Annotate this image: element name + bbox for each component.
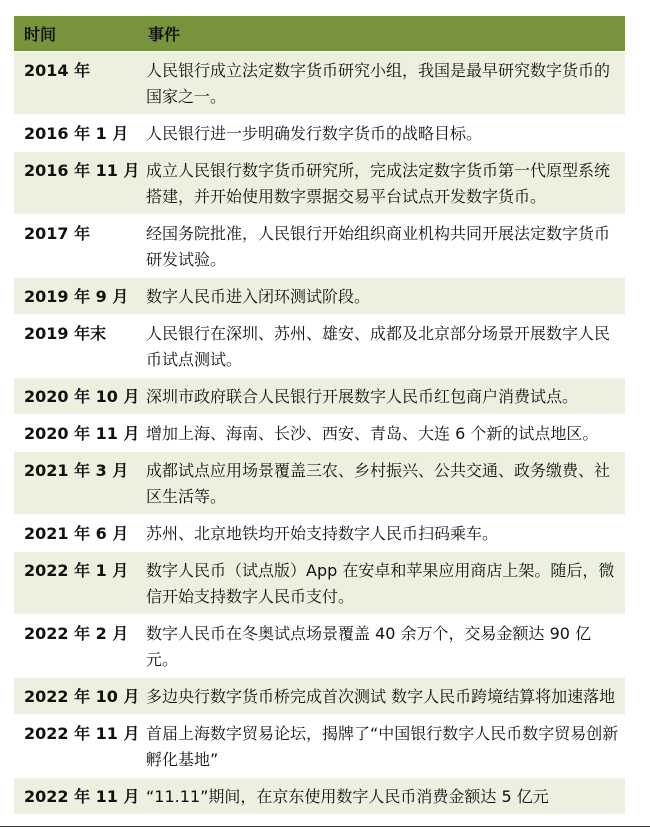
event-cell: 深圳市政府联合人民银行开展数字人民币红包商户消费试点。 [138,378,625,415]
time-cell: 2022 年 10 月 [14,678,138,715]
page-bottom-divider [0,826,650,827]
table-header-row [14,16,625,52]
table-row [14,378,625,415]
time-cell: 2019 年末 [14,315,138,378]
table-row [14,152,625,215]
event-cell: 多边央行数字货币桥完成首次测试 数字人民币跨境结算将加速落地 [138,678,625,715]
event-cell: 增加上海、海南、长沙、西安、青岛、大连 6 个新的试点地区。 [138,415,625,452]
event-cell: 人民银行成立法定数字货币研究小组，我国是最早研究数字货币的国家之一。 [138,52,625,115]
time-cell: 2022 年 1 月 [14,552,138,615]
time-cell: 2016 年 11 月 [14,152,138,215]
table-row [14,552,625,615]
table-row [14,52,625,115]
time-cell: 2022 年 11 月 [14,778,138,815]
event-cell: 人民银行在深圳、苏州、雄安、成都及北京部分场景开展数字人民币试点测试。 [138,315,625,378]
time-cell: 2019 年 9 月 [14,278,138,315]
event-cell: 人民银行进一步明确发行数字货币的战略目标。 [138,115,625,152]
table-row [14,515,625,552]
event-cell: 经国务院批准，人民银行开始组织商业机构共同开展法定数字货币研发试验。 [138,215,625,278]
time-cell: 2022 年 2 月 [14,615,138,678]
time-cell: 2016 年 1 月 [14,115,138,152]
table-row [14,615,625,678]
table-row [14,115,625,152]
event-cell: 苏州、北京地铁均开始支持数字人民币扫码乘车。 [138,515,625,552]
column-header-event: 事件 [138,16,625,52]
event-cell: 数字人民币进入闭环测试阶段。 [138,278,625,315]
time-cell: 2017 年 [14,215,138,278]
time-cell: 2014 年 [14,52,138,115]
table-body [14,52,625,815]
timeline-table [14,16,625,815]
event-cell: 首届上海数字贸易论坛，揭牌了“中国银行数字人民币数字贸易创新孵化基地” [138,715,625,778]
event-cell: “11.11”期间，在京东使用数字人民币消费金额达 5 亿元 [138,778,625,815]
table-row [14,452,625,515]
table-row [14,215,625,278]
table-row [14,315,625,378]
time-cell: 2022 年 11 月 [14,715,138,778]
event-cell: 数字人民币（试点版）App 在安卓和苹果应用商店上架。随后，微信开始支持数字人民币支付。 [138,552,625,615]
table-row [14,278,625,315]
table-row [14,678,625,715]
column-header-time: 时间 [14,16,138,52]
event-cell: 数字人民币在冬奥试点场景覆盖 40 余万个，交易金额达 90 亿元。 [138,615,625,678]
time-cell: 2021 年 3 月 [14,452,138,515]
table-row [14,415,625,452]
time-cell: 2020 年 11 月 [14,415,138,452]
event-cell: 成立人民银行数字货币研究所，完成法定数字货币第一代原型系统搭建，并开始使用数字票据交易平台试点开发数字货币。 [138,152,625,215]
table-row [14,778,625,815]
event-cell: 成都试点应用场景覆盖三农、乡村振兴、公共交通、政务缴费、社区生活等。 [138,452,625,515]
time-cell: 2020 年 10 月 [14,378,138,415]
time-cell: 2021 年 6 月 [14,515,138,552]
table-row [14,715,625,778]
